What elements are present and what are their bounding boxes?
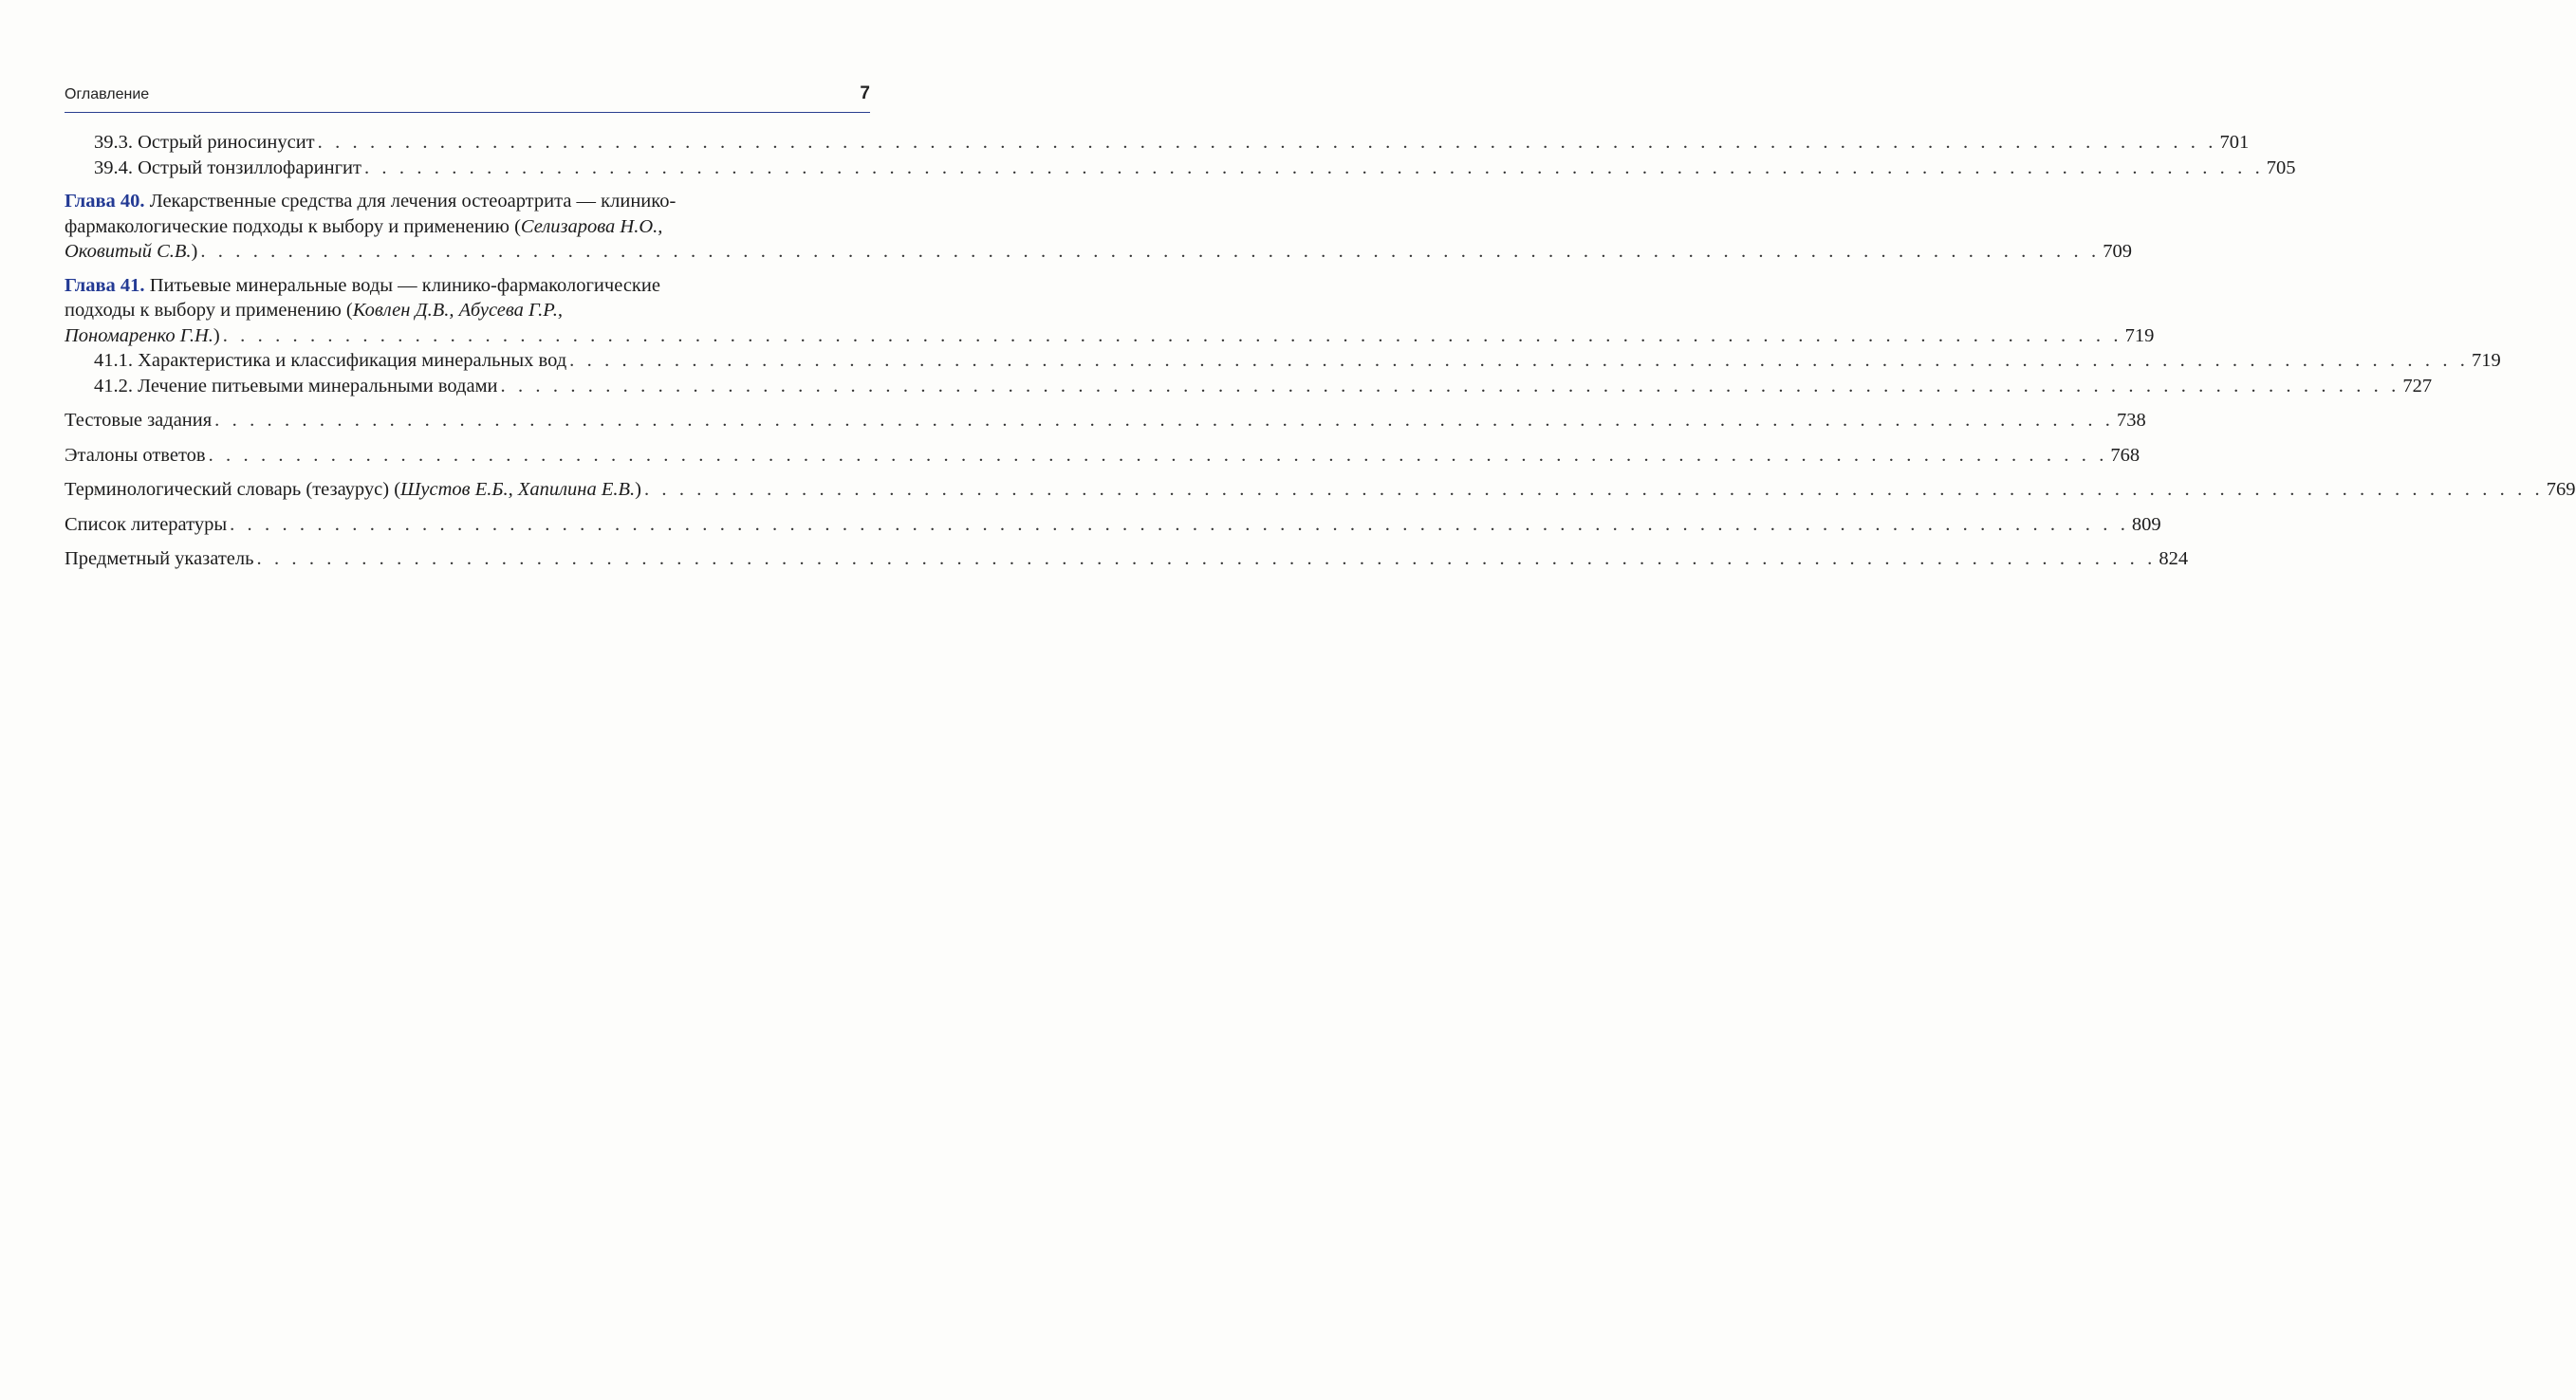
toc-entry-title: [65, 239, 197, 265]
glossary-authors: Шустов Е.Б., Хапилина Е.В.: [400, 479, 636, 500]
header-page-number: 7: [860, 83, 870, 103]
toc-entry-page: 705: [2266, 157, 2296, 178]
toc-entry-page: 768: [2110, 444, 2140, 466]
chapter-label: Глава 40.: [65, 191, 145, 212]
toc-entry-41-1[interactable]: [65, 348, 2501, 374]
toc-entry-title: 39.4. Острый тонзиллофарингит: [94, 157, 361, 178]
toc-entry-page: 824: [2159, 548, 2189, 569]
toc-entry-title: 41.1. Характеристика и классификация минеральных вод: [94, 350, 567, 371]
toc-entry-page: 809: [2131, 513, 2161, 535]
toc-entry-39-3[interactable]: [65, 130, 2250, 156]
glossary-title: Терминологический словарь (тезаурус) (: [65, 479, 401, 500]
toc-leader: . . . . . . . . . . . . . . . . . . . . . . . . . . . . . . . . . . . . . . . . . . . . . . . . . . . . . . . . . . . . . . . . . . . . . . . . . . . . . . . . . . . . . . . . . . . . . . . . . . . . . . . . . . . . .: [230, 513, 2129, 535]
toc-leader: . . . . . . . . . . . . . . . . . . . . . . . . . . . . . . . . . . . . . . . . . . . . . . . . . . . . . . . . . . . . . . . . . . . . . . . . . . . . . . . . . . . . . . . . . . . . . . . . . . . . . . . . . . . . .: [363, 157, 2264, 178]
toc-entry-41-2[interactable]: [65, 374, 2433, 399]
toc-entry-title: [65, 477, 641, 503]
toc-leader: . . . . . . . . . . . . . . . . . . . . . . . . . . . . . . . . . . . . . . . . . . . . . . . . . . . . . . . . . . . . . . . . . . . . . . . . . . . . . . . . . . . . . . . . . . . . . . . . . . . . . . . . . . . . .: [214, 410, 2114, 431]
toc-entry-39-4[interactable]: [65, 156, 2296, 181]
toc-entry-title: 39.3. Острый риносинусит: [94, 132, 315, 153]
toc-entry-page: 719: [2472, 350, 2501, 371]
toc-chapter-line: [65, 239, 2132, 265]
toc-entry-answers[interactable]: [65, 443, 2140, 469]
toc-chapter-line: [65, 323, 2155, 349]
toc-entry-index[interactable]: [65, 546, 2189, 572]
header-section-title: Оглавление: [65, 86, 150, 102]
toc-entry-page: 738: [2117, 410, 2146, 431]
toc-entry-tests[interactable]: [65, 408, 2146, 433]
toc-entry-page: 709: [2103, 241, 2132, 262]
chapter-authors: Пономаренко Г.Н.: [65, 324, 213, 346]
toc-leader: . . . . . . . . . . . . . . . . . . . . . . . . . . . . . . . . . . . . . . . . . . . . . . . . . . . . . . . . . . . . . . . . . . . . . . . . . . . . . . . . . . . . . . . . . . . . . . . . . . . . . . . . . . . . .: [643, 479, 2544, 500]
toc-leader: . . . . . . . . . . . . . . . . . . . . . . . . . . . . . . . . . . . . . . . . . . . . . . . . . . . . . . . . . . . . . . . . . . . . . . . . . . . . . . . . . . . . . . . . . . . . . . . . . . . . . . . . . . . . .: [200, 241, 2101, 262]
toc-entry-page: 769: [2546, 479, 2576, 500]
chapter-title-part: ): [213, 324, 220, 346]
toc-entry-glossary[interactable]: [65, 477, 2576, 503]
toc-chapter-line: [65, 273, 870, 299]
toc-entry-title: Тестовые задания: [65, 410, 213, 431]
toc-entry-title: Список литературы: [65, 513, 228, 535]
toc-entry-title: Эталоны ответов: [65, 444, 206, 466]
toc-leader: . . . . . . . . . . . . . . . . . . . . . . . . . . . . . . . . . . . . . . . . . . . . . . . . . . . . . . . . . . . . . . . . . . . . . . . . . . . . . . . . . . . . . . . . . . . . . . . . . . . . . . . . . . . . .: [317, 132, 2217, 153]
toc-entry-title: Предметный указатель: [65, 548, 254, 569]
toc-chapter-line: [65, 298, 870, 323]
toc-entry-title: 41.2. Лечение питьевыми минеральными водами: [94, 375, 498, 396]
chapter-title-part: Лекарственные средства для лечения остеоартрита — клинико-: [144, 191, 676, 212]
toc-entry-page: 727: [2402, 375, 2433, 396]
toc-entry-chapter-40[interactable]: [65, 189, 2132, 265]
toc-entry-literature[interactable]: [65, 512, 2161, 538]
running-header: [65, 83, 870, 113]
toc-leader: . . . . . . . . . . . . . . . . . . . . . . . . . . . . . . . . . . . . . . . . . . . . . . . . . . . . . . . . . . . . . . . . . . . . . . . . . . . . . . . . . . . . . . . . . . . . . . . . . . . . . . . . . . . . .: [500, 375, 2400, 396]
chapter-title-part: фармакологические подходы к выбору и применению (: [65, 215, 521, 237]
toc-entry-title: [65, 323, 220, 349]
chapter-label: Глава 41.: [65, 274, 145, 296]
chapter-title-part: Питьевые минеральные воды — клинико-фармакологические: [144, 274, 660, 296]
toc-entry-page: 719: [2124, 324, 2155, 346]
toc-chapter-line: [65, 214, 870, 240]
chapter-title-part: ): [191, 241, 198, 262]
toc-entry-chapter-41[interactable]: [65, 273, 2155, 349]
toc-leader: . . . . . . . . . . . . . . . . . . . . . . . . . . . . . . . . . . . . . . . . . . . . . . . . . . . . . . . . . . . . . . . . . . . . . . . . . . . . . . . . . . . . . . . . . . . . . . . . . . . . . . . . . . . . .: [569, 350, 2469, 371]
toc-entry-page: 701: [2219, 132, 2250, 153]
table-of-contents: [65, 130, 2576, 572]
toc-leader: . . . . . . . . . . . . . . . . . . . . . . . . . . . . . . . . . . . . . . . . . . . . . . . . . . . . . . . . . . . . . . . . . . . . . . . . . . . . . . . . . . . . . . . . . . . . . . . . . . . . . . . . . . . . .: [222, 324, 2122, 346]
chapter-authors: Селизарова Н.О.,: [520, 215, 663, 237]
toc-chapter-line: [65, 189, 870, 214]
chapter-authors: Оковитый С.В.: [65, 241, 192, 262]
chapter-authors: Ковлен Д.В., Абусева Г.Р.,: [352, 300, 564, 321]
chapter-title-part: подходы к выбору и применению (: [65, 300, 353, 321]
glossary-close: ): [635, 479, 641, 500]
toc-leader: . . . . . . . . . . . . . . . . . . . . . . . . . . . . . . . . . . . . . . . . . . . . . . . . . . . . . . . . . . . . . . . . . . . . . . . . . . . . . . . . . . . . . . . . . . . . . . . . . . . . . . . . . . . . .: [208, 444, 2108, 466]
toc-leader: . . . . . . . . . . . . . . . . . . . . . . . . . . . . . . . . . . . . . . . . . . . . . . . . . . . . . . . . . . . . . . . . . . . . . . . . . . . . . . . . . . . . . . . . . . . . . . . . . . . . . . . . . . . . .: [256, 548, 2157, 569]
